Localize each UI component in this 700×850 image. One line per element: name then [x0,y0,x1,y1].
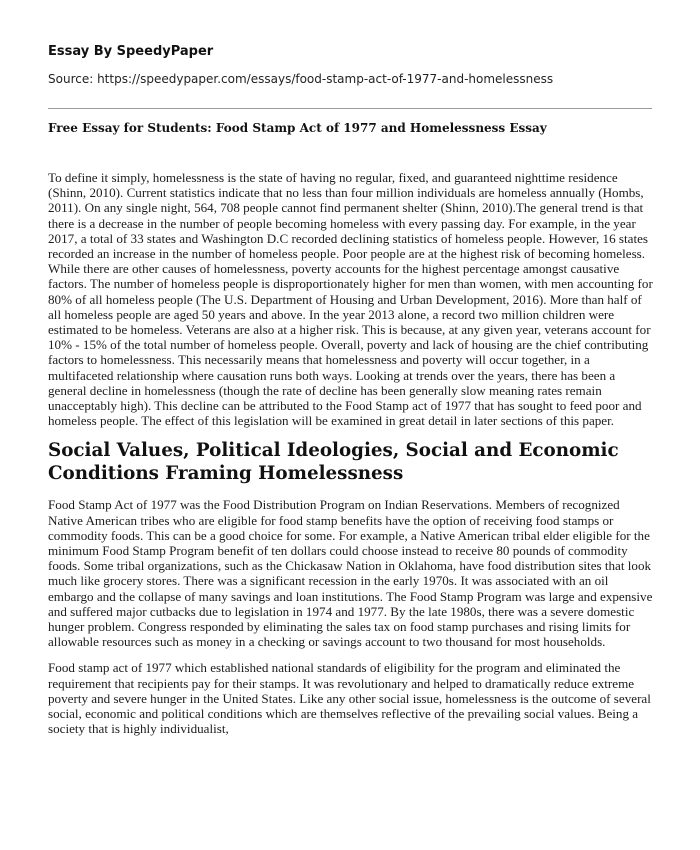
source-line: Source: https://speedypaper.com/essays/food-stamp-act-of-1977-and-homelessness [48,72,554,86]
section-heading: Social Values, Political Ideologies, Social and Economic Conditions Framing Homelessness [48,440,619,485]
essay-title: Free Essay for Students: Food Stamp Act of 1977 and Homelessness Essay [48,121,547,135]
paragraph-food-distribution: Food Stamp Act of 1977 was the Food Distribution Program on Indian Reservations. Members of recognized Native American tribes who are eligible for food stamp benefits have the option of receiving food stamps or commodity foods. This can be a good choice for some. For example, a Native American tribal elder eligible for the minimum Food Stamp Program benefit of ten dollars could choose instead to receive 80 pounds of commodity foods. Some tribal organizations, such as the Chickasaw Nation in Oklahoma, have food distribution sites that look much like grocery stores. There was a significant recession in the early 1970s. It was associated with an oil embargo and the collapse of many savings and loan institutions. The Food Stamp Program was large and expensive and suffered major cutbacks due to legislation in 1974 and 1977. By the late 1980s, there was a severe domestic hunger problem. Congress responded by eliminating the sales tax on food stamp purchases and rising limits for allowable resources such as money in a checking or savings account to two thousand for most households. [48,497,653,650]
essay-body [48,170,656,748]
header-divider [48,108,652,109]
site-brand: Essay By SpeedyPaper [48,44,214,59]
paragraph-eligibility: Food stamp act of 1977 which established national standards of eligibility for the program and eliminated the requirement that recipients pay for their stamps. It was revolutionary and helped to dramatically reduce extreme poverty and severe hunger in the United States. Like any other social issue, homelessness is the outcome of several social, economic and political conditions which are themselves reflective of the prevailing social values. Being a society that is highly individualist, [48,660,651,737]
paragraph-intro: To define it simply, homelessness is the state of having no regular, fixed, and guaranteed nighttime residence (Shinn, 2010). Current statistics indicate that no less than four million individuals are homeless annually (Hombs, 2011). On any single night, 564, 708 people cannot find permanent shelter (Shinn, 2010).The general trend is that there is a decrease in the number of people becoming homeless with every passing day. For example, in the year 2017, a total of 33 states and Washington D.C recorded declining statistics of homeless people. However, 16 states recorded an increase in the number of homeless people. Poor people are at the highest risk of becoming homeless. While there are other causes of homelessness, poverty accounts for the highest percentage amongst causative factors. The number of homeless people is disproportionately higher for men than women, with men accounting for 80% of all homeless people (The U.S. Department of Housing and Urban Development, 2016). More than half of all homeless people are aged 50 years and above. In the year 2013 alone, a record two million children were estimated to be homeless. Veterans are also at a higher risk. This is because, at any given year, veterans account for 10% - 15% of the total number of homeless people. Overall, poverty and lack of housing are the chief contributing factors to homelessness. This necessarily means that homelessness and poverty will occur together, in a multifaceted relationship where causation runs both ways. Looking at trends over the years, there has been a general decline in homelessness (though the rate of decline has been generally slow meaning rates remain unacceptably high). This decline can be attributed to the Food Stamp act of 1977 that has sought to feed poor and homeless people. The effect of this legislation will be examined in great detail in later sections of this paper. [48,170,653,429]
